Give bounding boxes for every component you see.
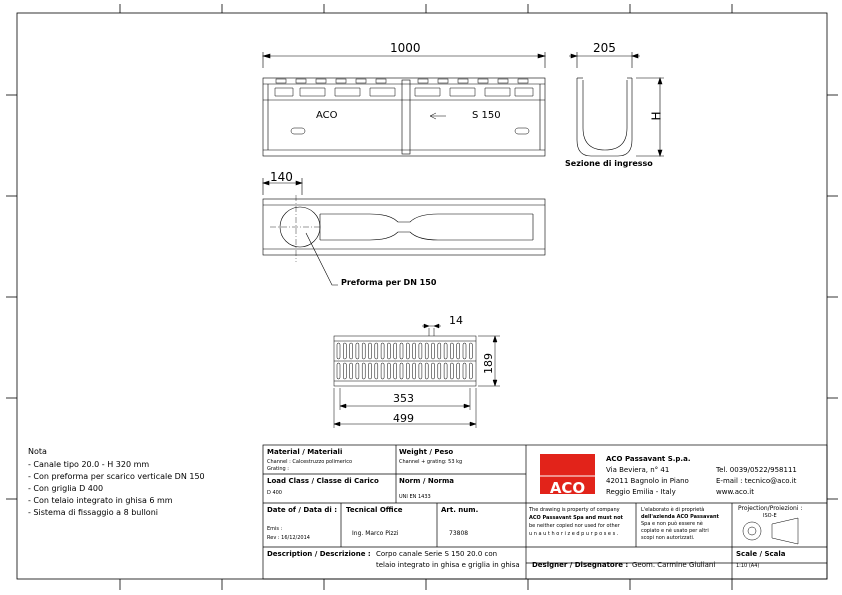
grating-slot xyxy=(432,363,435,379)
grating-slot xyxy=(337,363,340,379)
grating-slot xyxy=(438,343,441,359)
description-label: Description / Descrizione : xyxy=(267,550,371,558)
disclaimer-en-line: ACO Passavant Spa and must not xyxy=(529,515,623,521)
dim-outlet-offset: 140 xyxy=(270,170,293,184)
grating-slot xyxy=(469,363,472,379)
grating-slot xyxy=(394,363,397,379)
note-item: - Con telaio integrato in ghisa 6 mm xyxy=(28,496,173,505)
projection-label: Projection/Proiezioni : xyxy=(738,505,803,512)
grating-slot xyxy=(356,343,359,359)
grating-slot xyxy=(369,363,372,379)
grating-slot xyxy=(469,343,472,359)
contact-line: Tel. 0039/0522/958111 xyxy=(716,466,797,474)
grating-slot xyxy=(406,343,409,359)
dim-grating-width: 189 xyxy=(482,353,495,374)
grating-slot xyxy=(457,363,460,379)
dim-height: H xyxy=(649,111,664,121)
grating-slot xyxy=(419,363,422,379)
description-line: Corpo canale Serie S 150 20.0 con xyxy=(376,550,498,558)
notes-title: Nota xyxy=(28,447,47,456)
grating-slot xyxy=(381,363,384,379)
designer-label: Designer / Disegnatore : xyxy=(532,561,629,569)
grating-slot xyxy=(413,343,416,359)
grating-slot xyxy=(432,343,435,359)
channel-plan-view xyxy=(263,178,545,285)
date-label: Date of / Data di : xyxy=(267,506,338,514)
art-value: 73808 xyxy=(449,530,469,537)
grating-slot xyxy=(444,363,447,379)
disclaimer-it-line: scopi non autorizzati. xyxy=(641,535,695,541)
section-label: Sezione di ingresso xyxy=(565,159,653,168)
material-label: Material / Materiali xyxy=(267,448,343,456)
grating-slot xyxy=(387,343,390,359)
load-class-label: Load Class / Classe di Carico xyxy=(267,477,379,485)
contact-line: www.aco.it xyxy=(716,488,754,496)
material-grating: Grating : xyxy=(267,466,289,472)
grating-slot xyxy=(463,343,466,359)
preform-label: Preforma per DN 150 xyxy=(341,278,437,287)
grating-slot xyxy=(457,343,460,359)
description-line: telaio integrato in ghisa e griglia in ghisa xyxy=(376,561,520,569)
company-line: 42011 Bagnolo in Piano xyxy=(606,477,689,485)
grating-slot xyxy=(425,343,428,359)
norm-label: Norm / Norma xyxy=(399,477,454,485)
projection-symbol xyxy=(743,518,798,544)
note-item: - Con preforma per scarico verticale DN 150 xyxy=(28,472,205,481)
grating-slot xyxy=(394,343,397,359)
grating-slot xyxy=(369,343,372,359)
aco-logo xyxy=(540,454,595,497)
grating-slot xyxy=(381,343,384,359)
company-line: ACO Passavant S.p.a. xyxy=(606,455,691,463)
grating-slot xyxy=(419,343,422,359)
grating-slot xyxy=(438,363,441,379)
grating-slot xyxy=(463,363,466,379)
disclaimer-en-line: u n a u t h o r i z e d p u r p o s e s . xyxy=(529,531,619,537)
series-mark: S 150 xyxy=(472,110,501,121)
disclaimer-it-line: copiato e nè usato per altri xyxy=(641,528,709,534)
grating-slot xyxy=(425,363,428,379)
disclaimer-it-line: dell'azienda ACO Passavant xyxy=(641,514,719,520)
date-rev: Rev : 16/12/2014 xyxy=(267,535,310,541)
grating-slot xyxy=(450,363,453,379)
disclaimer-en-line: The drawing is property of company xyxy=(529,507,620,513)
art-label: Art. num. xyxy=(441,506,479,514)
grating-slot xyxy=(387,363,390,379)
grating-slot xyxy=(350,343,353,359)
weight-value: Channel + grating: 53 kg xyxy=(399,459,463,465)
weight-label: Weight / Peso xyxy=(399,448,454,456)
grating-slot xyxy=(350,363,353,379)
dim-grating-inner: 353 xyxy=(393,392,414,405)
grating-slot xyxy=(450,343,453,359)
projection-value: ISO-E xyxy=(763,513,777,519)
note-item: - Sistema di fissaggio a 8 bulloni xyxy=(28,508,158,517)
grating-slot xyxy=(375,363,378,379)
note-item: - Canale tipo 20.0 - H 320 mm xyxy=(28,460,150,469)
grating-slot xyxy=(444,343,447,359)
scale-label: Scale / Scala xyxy=(736,550,786,558)
grating-view xyxy=(334,324,500,428)
dim-grating-length: 499 xyxy=(393,412,414,425)
designer-value: Geom. Carmine Giuliani xyxy=(632,561,716,569)
grating-slot xyxy=(343,363,346,379)
grating-slot xyxy=(400,343,403,359)
dim-grating-slot: 14 xyxy=(449,314,463,327)
scale-value: 1:10 (A4) xyxy=(736,563,760,569)
grating-slot xyxy=(362,363,365,379)
grating-slot xyxy=(400,363,403,379)
grating-slot xyxy=(337,343,340,359)
contact-line: E-mail : tecnico@aco.it xyxy=(716,477,797,485)
grating-slot xyxy=(375,343,378,359)
grating-slot xyxy=(356,363,359,379)
office-label: Tecnical Office xyxy=(346,506,403,514)
norm-value: UNI EN 1433 xyxy=(399,494,431,500)
disclaimer-it-line: Spa e non può essere nè xyxy=(641,521,703,527)
company-line: Reggio Emilia - Italy xyxy=(606,488,676,496)
dim-width: 205 xyxy=(593,41,616,55)
company-line: Via Beviera, n° 41 xyxy=(606,466,670,474)
grating-slot xyxy=(362,343,365,359)
channel-section-view xyxy=(569,52,664,156)
grating-slot xyxy=(406,363,409,379)
logo-text: ACO xyxy=(549,479,586,497)
office-value: Ing. Marco Pizzi xyxy=(352,530,399,537)
load-class-value: D 400 xyxy=(267,490,282,496)
disclaimer-it-line: L'elaborato è di proprietà xyxy=(641,507,705,513)
grating-slot xyxy=(343,343,346,359)
date-emis: Emis : xyxy=(267,526,283,532)
material-channel: Channel : Calcestruzzo polimerico xyxy=(267,459,353,465)
note-item: - Con griglia D 400 xyxy=(28,484,104,493)
channel-side-view xyxy=(263,52,545,156)
brand-mark: ACO xyxy=(316,110,338,121)
grating-slot xyxy=(413,363,416,379)
disclaimer-en-line: be neither copied nor used for other xyxy=(529,523,620,529)
dim-length: 1000 xyxy=(390,41,421,55)
